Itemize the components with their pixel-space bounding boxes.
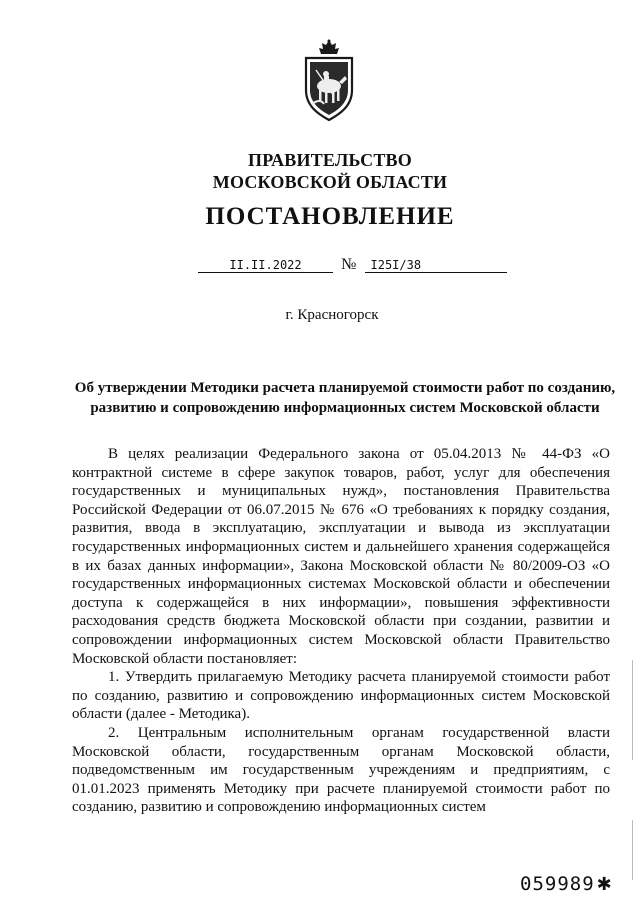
coat-of-arms-icon bbox=[298, 38, 360, 122]
document-body bbox=[72, 445, 610, 817]
serial-number-value: 059989 bbox=[520, 873, 595, 895]
asterisk-mark-icon: ✱ bbox=[596, 874, 613, 895]
scan-edge-line bbox=[632, 820, 633, 880]
number-sign: № bbox=[341, 256, 357, 273]
org-name-line2: МОСКОВСКОЙ ОБЛАСТИ bbox=[212, 172, 448, 192]
serial-number bbox=[520, 873, 613, 895]
document-number: I25I/38 bbox=[365, 258, 507, 273]
issue-city: г. Красногорск bbox=[285, 307, 379, 323]
document-subject: Об утверждении Методики расчета планируемой стоимости работ по созданию, развитию и сопровождению информационных систем Московской области bbox=[74, 380, 616, 416]
clause-paragraph: 1. Утвердить прилагаемую Методику расчета планируемой стоимости работ по созданию, развитию и сопровождению информационных систем Московской области (далее - Методика). bbox=[72, 669, 610, 723]
document-date: II.II.2022 bbox=[198, 258, 333, 273]
date-number-line bbox=[198, 256, 507, 274]
preamble-paragraph: В целях реализации Федерального закона от 05.04.2013 № 44-ФЗ «О контрактной системе в сфере закупок товаров, работ, услуг для обеспечения государственных и муниципальных нужд», постановления Правительства Российской Федерации от 06.07.2015 № 676 «О требованиях к порядку создания, развития, ввода в эксплуатацию, эксплуатации и вывода из эксплуатации государственных информационных систем и дальнейшего хранения содержащейся в их базах данных информации», Закона Московской области № 80/2009-ОЗ «О государственных информационных системах Московской области и обеспечении доступа к содержащейся в них информации», повышения эффективности расходования средств бюджета Московской области при создании, развитии и сопровождении информационных систем Московской области Правительство Московской области постановляет: bbox=[72, 446, 610, 667]
document-type-title: ПОСТАНОВЛЕНИЕ bbox=[205, 203, 455, 230]
org-name-line1: ПРАВИТЕЛЬСТВО bbox=[248, 150, 412, 170]
clause-paragraph: 2. Центральным исполнительным органам государственной власти Московской области, государственным органам Московской области, подведомственным им государственным учреждениям и предприятиям, с 01.01.2023 применять Методику при расчете планируемой стоимости работ по созданию, развитию и сопровождению информационных систем bbox=[72, 724, 610, 816]
scan-edge-line bbox=[632, 660, 633, 760]
